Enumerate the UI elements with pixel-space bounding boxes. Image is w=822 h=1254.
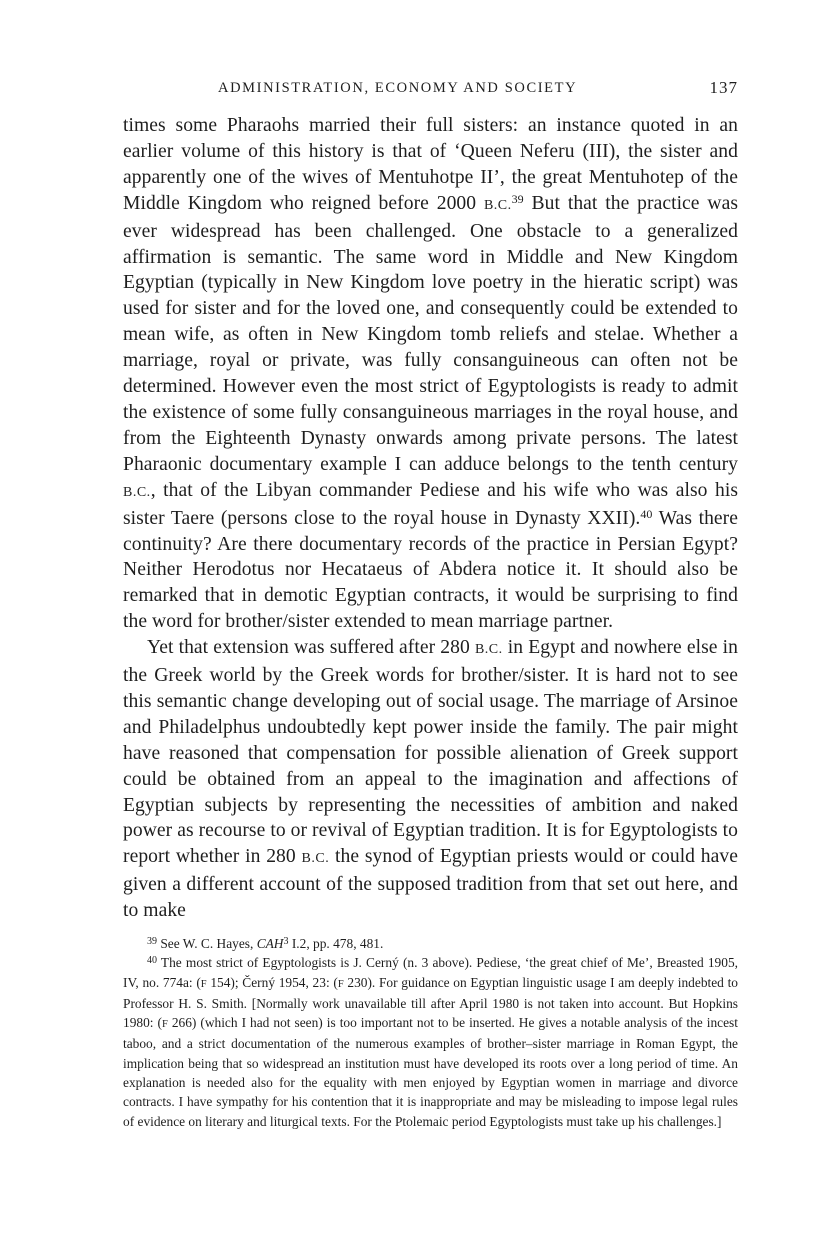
- text-run: Yet that extension was suffered after 280: [147, 637, 475, 659]
- footnote-text: 154); Černý 1954, 23: (: [206, 974, 338, 990]
- ref-prefix: F: [337, 978, 344, 990]
- paragraph-2: [123, 635, 738, 924]
- footnote-text: 266) (which I had not seen) is too important not to be inserted. He gives a notable analysis of the incest taboo, and a strict documentation of the numerous examples of brother–sister marriage in Roman Egypt, the implication being that so widespread an institution must have developed its roots over a long period of time. An explanation is needed also for the equality with men enjoyed by Egyptian women in marriage and divorce contracts. I have sympathy for his contention that it is inappropriate and may be misleading to impose legal rules of evidence on literary and liturgical texts. For the Ptolemaic period Egyptologists must take up his challenges.]: [123, 1015, 738, 1129]
- era-abbrev: B.C.: [483, 197, 512, 213]
- footnote-mark: 40: [147, 955, 157, 967]
- footnote-edition-sup: 3: [283, 936, 289, 947]
- era-abbrev: B.C.: [474, 642, 503, 658]
- footnote-ref-40: 40: [640, 506, 653, 521]
- paragraph-1: [123, 113, 738, 635]
- footnote-text: See W. C. Hayes,: [157, 936, 257, 951]
- footnote-39: [123, 934, 738, 953]
- era-abbrev: B.C.: [123, 484, 151, 500]
- footnote-ref-39: 39: [511, 191, 524, 206]
- page-number: 137: [709, 78, 738, 97]
- text-run: the synod of Egyptian priests would or could have given a different account of the supposed tradition from that set out here, and to make: [123, 846, 738, 922]
- ref-prefix: F: [161, 1019, 168, 1031]
- footnote-text: 230). For guidance on Egyptian linguistic usage I am deeply indebted to Professor H. S. Smith. [Normally work unavailable till after April 1980 is not taken into account. But Hopkins 1980: (: [123, 974, 738, 1031]
- footnote-mark: 39: [147, 936, 157, 947]
- text-run: times some Pharaohs married their full sisters: an instance quoted in an earlier volume of this history is that of ‘Queen Neferu (III), the sister and apparently one of the wives of Mentuhotpe II’, the great Mentuhotep of the Middle Kingdom who reigned before 2000: [123, 115, 738, 214]
- ref-prefix: F: [200, 978, 207, 990]
- footnote-text: I.2, pp. 478, 481.: [288, 936, 384, 951]
- footnote-italic: CAH: [256, 936, 284, 951]
- footnote-text: The most strict of Egyptologists is J. Cerný (n. 3 above). Pediese, ‘the great chief of Me’, Breasted 1905, IV, no. 774a: (: [123, 955, 738, 990]
- text-run: , that of the Libyan commander Pediese and his wife who was also his sister Taere (persons close to the royal house in Dynasty XXII).: [123, 479, 738, 529]
- main-text: [123, 113, 738, 924]
- running-title: ADMINISTRATION, ECONOMY AND SOCIETY: [218, 80, 578, 96]
- era-abbrev: B.C.: [301, 851, 330, 867]
- text-run: in Egypt and nowhere else in the Greek world by the Greek words for brother/sister. It is hard not to see this semantic change developing out of social usage. The marriage of Arsinoe and Philadelphus undoubtedly kept power inside the family. The pair might have reasoned that compensation for possible alienation of Greek support could be obtained from an appeal to the imagination and affections of Egyptian subjects by representing the necessities of ambition and naked power as recourse to or revival of Egyptian tradition. It is for Egyptologists to report whether in 280: [123, 637, 738, 868]
- text-run: Was there continuity? Are there documentary records of the practice in Persian Egypt? Neither Herodotus nor Hecataeus of Abdera notice it. It should also be remarked that in demotic Egyptian contracts, it would be surprising to find the word for brother/sister extended to mean marriage partner.: [123, 507, 738, 633]
- text-run: But that the practice was ever widespread has been challenged. One obstacle to a generalized affirmation is semantic. The same word in Middle and New Kingdom Egyptian (typically in New Kingdom love poetry in the hieratic script) was used for sister and for the loved one, and consequently could be extended to mean wife, as often in New Kingdom tomb reliefs and stelae. Whether a marriage, royal or private, was fully consanguineous can often not be determined. However even the most strict of Egyptologists is ready to admit the existence of some fully consanguineous marriages in the royal house, and from the Eighteenth Dynasty onwards among private persons. The latest Pharaonic documentary example I can adduce belongs to the tenth century: [123, 192, 738, 475]
- footnotes: [123, 934, 738, 1131]
- footnote-40: [123, 953, 738, 1131]
